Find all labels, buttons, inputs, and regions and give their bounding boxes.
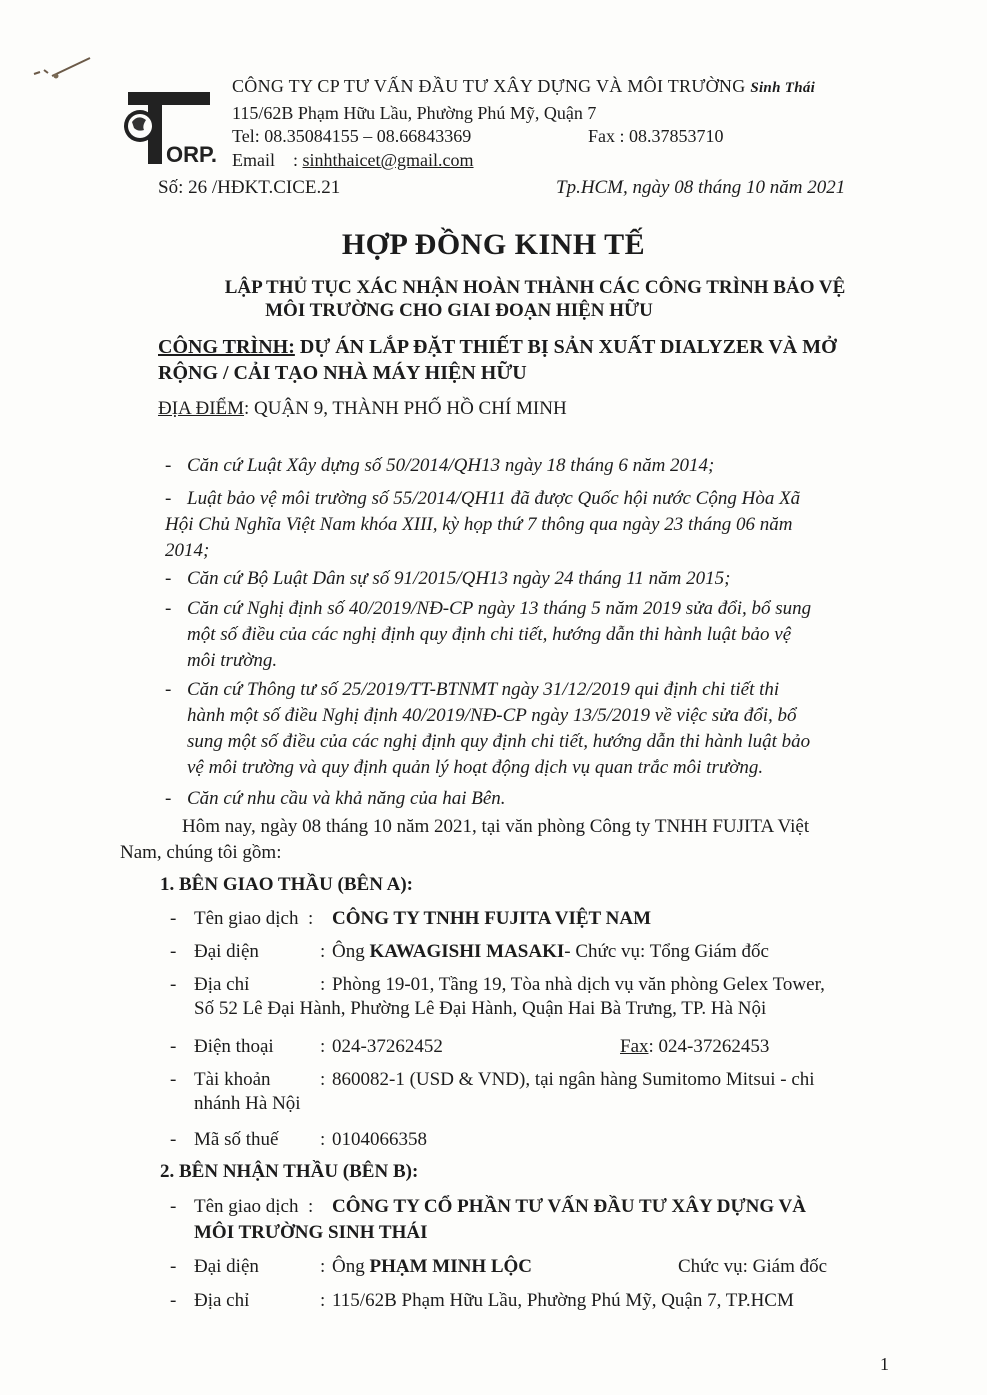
subtitle-line-1: LẬP THỦ TỤC XÁC NHẬN HOÀN THÀNH CÁC CÔNG TRÌNH BẢO VỆ (224, 277, 846, 298)
field-value: CÔNG TY TNHH FUJITA VIỆT NAM (332, 908, 652, 929)
basis-text: một số điều của các nghị định quy định chi tiết, hướng dẫn thi hành luật bảo vệ (187, 624, 792, 645)
document-date: Tp.HCM, ngày 08 tháng 10 năm 2021 (556, 177, 846, 198)
basis-text: Căn cứ Luật Xây dựng số 50/2014/QH13 ngày 18 tháng 6 năm 2014; (187, 455, 715, 476)
basis-text: Căn cứ Bộ Luật Dân sự số 91/2015/QH13 ngày 24 tháng 11 năm 2015; (187, 568, 731, 589)
field-label: Địa chỉ (194, 1290, 250, 1311)
document-number: Số: 26 /HĐKT.CICE.21 (158, 177, 341, 198)
company-tel: Tel: 08.35084155 – 08.66843369 (232, 126, 472, 146)
location-value: : QUẬN 9, THÀNH PHỐ HỒ CHÍ MINH (244, 398, 567, 419)
field-value: 024-37262452 (332, 1036, 443, 1057)
basis-text: vệ môi trường và quy định quản lý hoạt động dịch vụ quan trắc môi trường. (187, 757, 764, 778)
company-fax: Fax : 08.37853710 (588, 126, 724, 146)
subtitle-line-2: MÔI TRƯỜNG CHO GIAI ĐOẠN HIỆN HỮU (265, 300, 653, 321)
field-label: Tên giao dịch (194, 908, 299, 929)
field-value: Số 52 Lê Đại Hành, Phường Lê Đại Hành, Quận Hai Bà Trưng, TP. Hà Nội (194, 998, 767, 1019)
scan-mark (30, 52, 100, 92)
field-value: Chức vụ: Giám đốc (678, 1256, 828, 1277)
field-value: 115/62B Phạm Hữu Lầu, Phường Phú Mỹ, Quận 7, TP.HCM (332, 1290, 794, 1311)
field-label: Tài khoản (194, 1069, 271, 1090)
field-label: Tên giao dịch (194, 1196, 299, 1217)
basis-text: môi trường. (187, 650, 278, 671)
company-name (232, 76, 815, 97)
field-label: Đại diện (194, 1256, 259, 1277)
project-line-2: RỘNG / CẢI TẠO NHÀ MÁY HIỆN HỮU (158, 362, 527, 384)
project-line-1 (158, 336, 837, 359)
field-value: CÔNG TY CỔ PHẦN TƯ VẤN ĐẦU TƯ XÂY DỰNG VÀ (332, 1196, 806, 1217)
logo-text: ORP. (166, 142, 217, 167)
basis-text: Luật bảo vệ môi trường số 55/2014/QH11 đã được Quốc hội nước Cộng Hòa Xã (187, 488, 801, 509)
party-a-heading: 1. BÊN GIAO THẦU (BÊN A): (160, 874, 414, 895)
basis-text: Căn cứ nhu cầu và khả năng của hai Bên. (187, 788, 506, 809)
basis-text: Căn cứ Nghị định số 40/2019/NĐ-CP ngày 13 tháng 5 năm 2019 sửa đổi, bổ sung (187, 598, 812, 619)
company-logo (118, 88, 218, 168)
field-value: Ông PHẠM MINH LỘC (332, 1256, 533, 1277)
field-label: Đại diện (194, 941, 259, 962)
field-value: 860082-1 (USD & VND), tại ngân hàng Sumitomo Mitsui - chi (332, 1069, 815, 1090)
field-value: Ông KAWAGISHI MASAKI- Chức vụ: Tổng Giám đốc (332, 941, 769, 962)
company-signature: Sinh Thái (750, 80, 816, 96)
location-label: ĐỊA ĐIỂM (158, 398, 245, 419)
fax-field: Fax: 024-37262453 (620, 1036, 770, 1057)
basis-text: Căn cứ Thông tư số 25/2019/TT-BTNMT ngày 31/12/2019 qui định chi tiết thi (187, 679, 780, 700)
company-address: 115/62B Phạm Hữu Lầu, Phường Phú Mỹ, Quận 7 (232, 103, 597, 123)
intro-line-1: Hôm nay, ngày 08 tháng 10 năm 2021, tại văn phòng Công ty TNHH FUJITA Việt (182, 816, 810, 837)
company-name-text: CÔNG TY CP TƯ VẤN ĐẦU TƯ XÂY DỰNG VÀ MÔI TRƯỜNG (232, 76, 746, 96)
basis-text: hành một số điều Nghị định 40/2019/NĐ-CP ngày 13/5/2019 về việc sửa đổi, bổ (187, 705, 797, 726)
field-value: MÔI TRƯỜNG SINH THÁI (194, 1222, 428, 1243)
basis-text: sung một số điều của các nghị định quy định chi tiết, hướng dẫn thi hành luật bảo (187, 731, 811, 752)
field-label: Điện thoại (194, 1036, 274, 1057)
field-label: Mã số thuế (194, 1129, 279, 1150)
project-name-1: DỰ ÁN LẮP ĐẶT THIẾT BỊ SẢN XUẤT DIALYZER VÀ MỞ (294, 336, 837, 358)
field-value: Phòng 19-01, Tầng 19, Tòa nhà dịch vụ văn phòng Gelex Tower, (332, 974, 825, 995)
intro-line-2: Nam, chúng tôi gồm: (120, 842, 282, 863)
basis-text: 2014; (165, 540, 210, 561)
email-link[interactable]: sinhthaicet@gmail.com (302, 150, 474, 170)
company-email-row (232, 150, 474, 171)
page-title: HỢP ĐỒNG KINH TẾ (341, 228, 646, 261)
field-label: Địa chỉ (194, 974, 250, 995)
page-number: 1 (880, 1354, 889, 1374)
basis-text: Hội Chủ Nghĩa Việt Nam khóa XIII, kỳ họp thứ 7 thông qua ngày 23 tháng 06 năm (165, 514, 793, 535)
location-line (158, 398, 567, 420)
email-label: Email : (232, 150, 303, 170)
party-b-heading: 2. BÊN NHẬN THẦU (BÊN B): (160, 1161, 419, 1182)
field-value: nhánh Hà Nội (194, 1093, 301, 1114)
project-label: CÔNG TRÌNH: (158, 336, 295, 358)
field-value: 0104066358 (332, 1129, 427, 1150)
